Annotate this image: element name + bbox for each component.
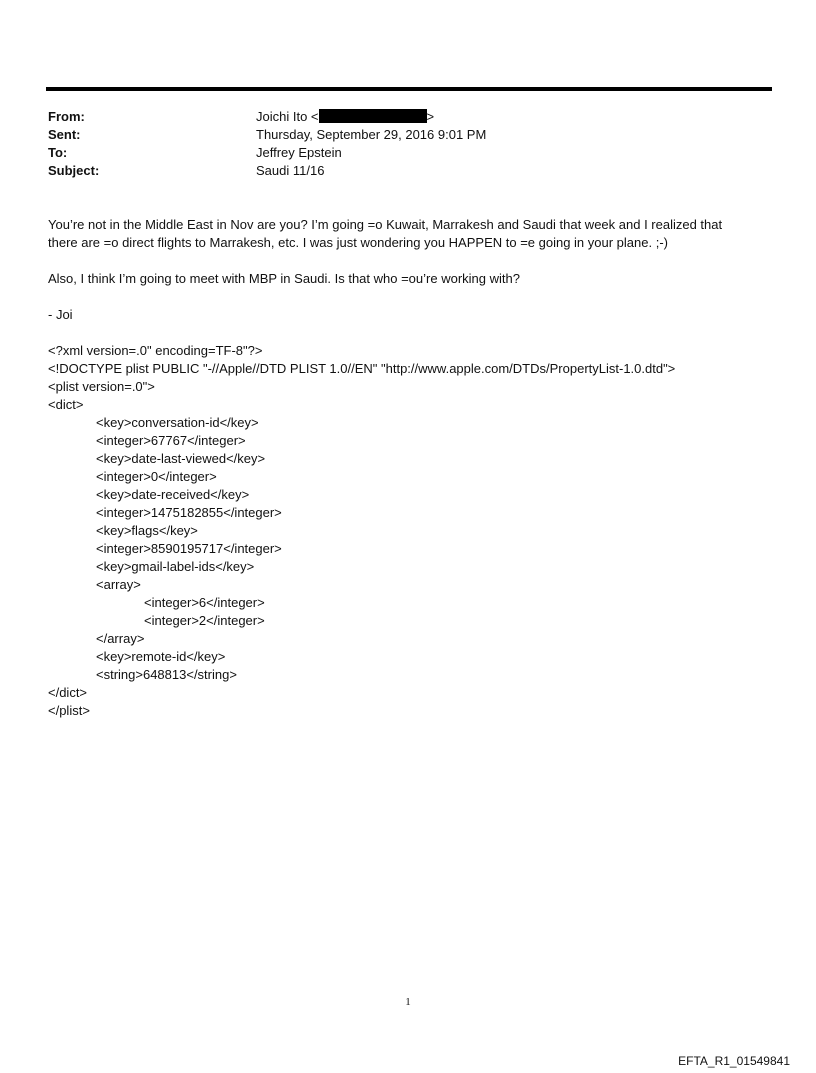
plist-line: <key>remote-id</key> — [96, 649, 226, 664]
to-value: Jeffrey Epstein — [256, 145, 342, 160]
message-line: Also, I think I’m going to meet with MBP in Saudi. Is that who =ou’re working with? — [48, 271, 520, 286]
subject-label: Subject: — [48, 163, 100, 178]
from-name: Joichi Ito < — [256, 109, 319, 124]
to-row — [48, 144, 486, 162]
plist-line: <integer>2</integer> — [144, 613, 265, 628]
plist-line: <string>648813</string> — [96, 667, 237, 682]
from-close: > — [426, 109, 435, 124]
signature: - Joi — [48, 307, 73, 322]
email-body — [48, 216, 758, 720]
sent-label: Sent: — [48, 127, 81, 142]
plist-line: <key>flags</key> — [96, 523, 198, 538]
subject-row — [48, 162, 486, 180]
plist-line: <key>date-received</key> — [96, 487, 250, 502]
plist-line: <array> — [96, 577, 141, 592]
header-rule — [46, 87, 772, 91]
plist-line: <integer>0</integer> — [96, 469, 217, 484]
message-line: there are =o direct flights to Marrakesh, etc. I was just wondering you HAPPEN to =e going in your plane. ;-) — [48, 235, 668, 250]
plist-line: <key>gmail-label-ids</key> — [96, 559, 255, 574]
plist-line: <?xml version=.0" encoding=TF-8"?> — [48, 343, 263, 358]
from-value — [256, 108, 434, 126]
redaction-block — [319, 109, 427, 123]
page-number: 1 — [405, 996, 411, 1008]
message-line: You’re not in the Middle East in Nov are you? I’m going =o Kuwait, Marrakesh and Saudi that week and I realized that — [48, 217, 723, 232]
sent-row — [48, 126, 486, 144]
plist-line: <integer>67767</integer> — [96, 433, 246, 448]
document-id: EFTA_R1_01549841 — [678, 1054, 790, 1068]
from-label: From: — [48, 109, 85, 124]
subject-value: Saudi 11/16 — [256, 163, 325, 178]
plist-line: <integer>6</integer> — [144, 595, 265, 610]
plist-line: <dict> — [48, 397, 84, 412]
plist-line: <plist version=.0"> — [48, 379, 155, 394]
from-row — [48, 108, 486, 126]
to-label: To: — [48, 145, 68, 160]
plist-line: </array> — [96, 631, 145, 646]
plist-line: </dict> — [48, 685, 88, 700]
sent-value: Thursday, September 29, 2016 9:01 PM — [256, 127, 487, 142]
plist-line: <integer>8590195717</integer> — [96, 541, 282, 556]
plist-line: </plist> — [48, 703, 90, 718]
email-header — [48, 108, 486, 180]
plist-line: <!DOCTYPE plist PUBLIC "-//Apple//DTD PLIST 1.0//EN" "http://www.apple.com/DTDs/PropertyList-1.0.dtd"> — [48, 361, 676, 376]
plist-line: <key>date-last-viewed</key> — [96, 451, 266, 466]
plist-line: <key>conversation-id</key> — [96, 415, 259, 430]
plist-line: <integer>1475182855</integer> — [96, 505, 282, 520]
